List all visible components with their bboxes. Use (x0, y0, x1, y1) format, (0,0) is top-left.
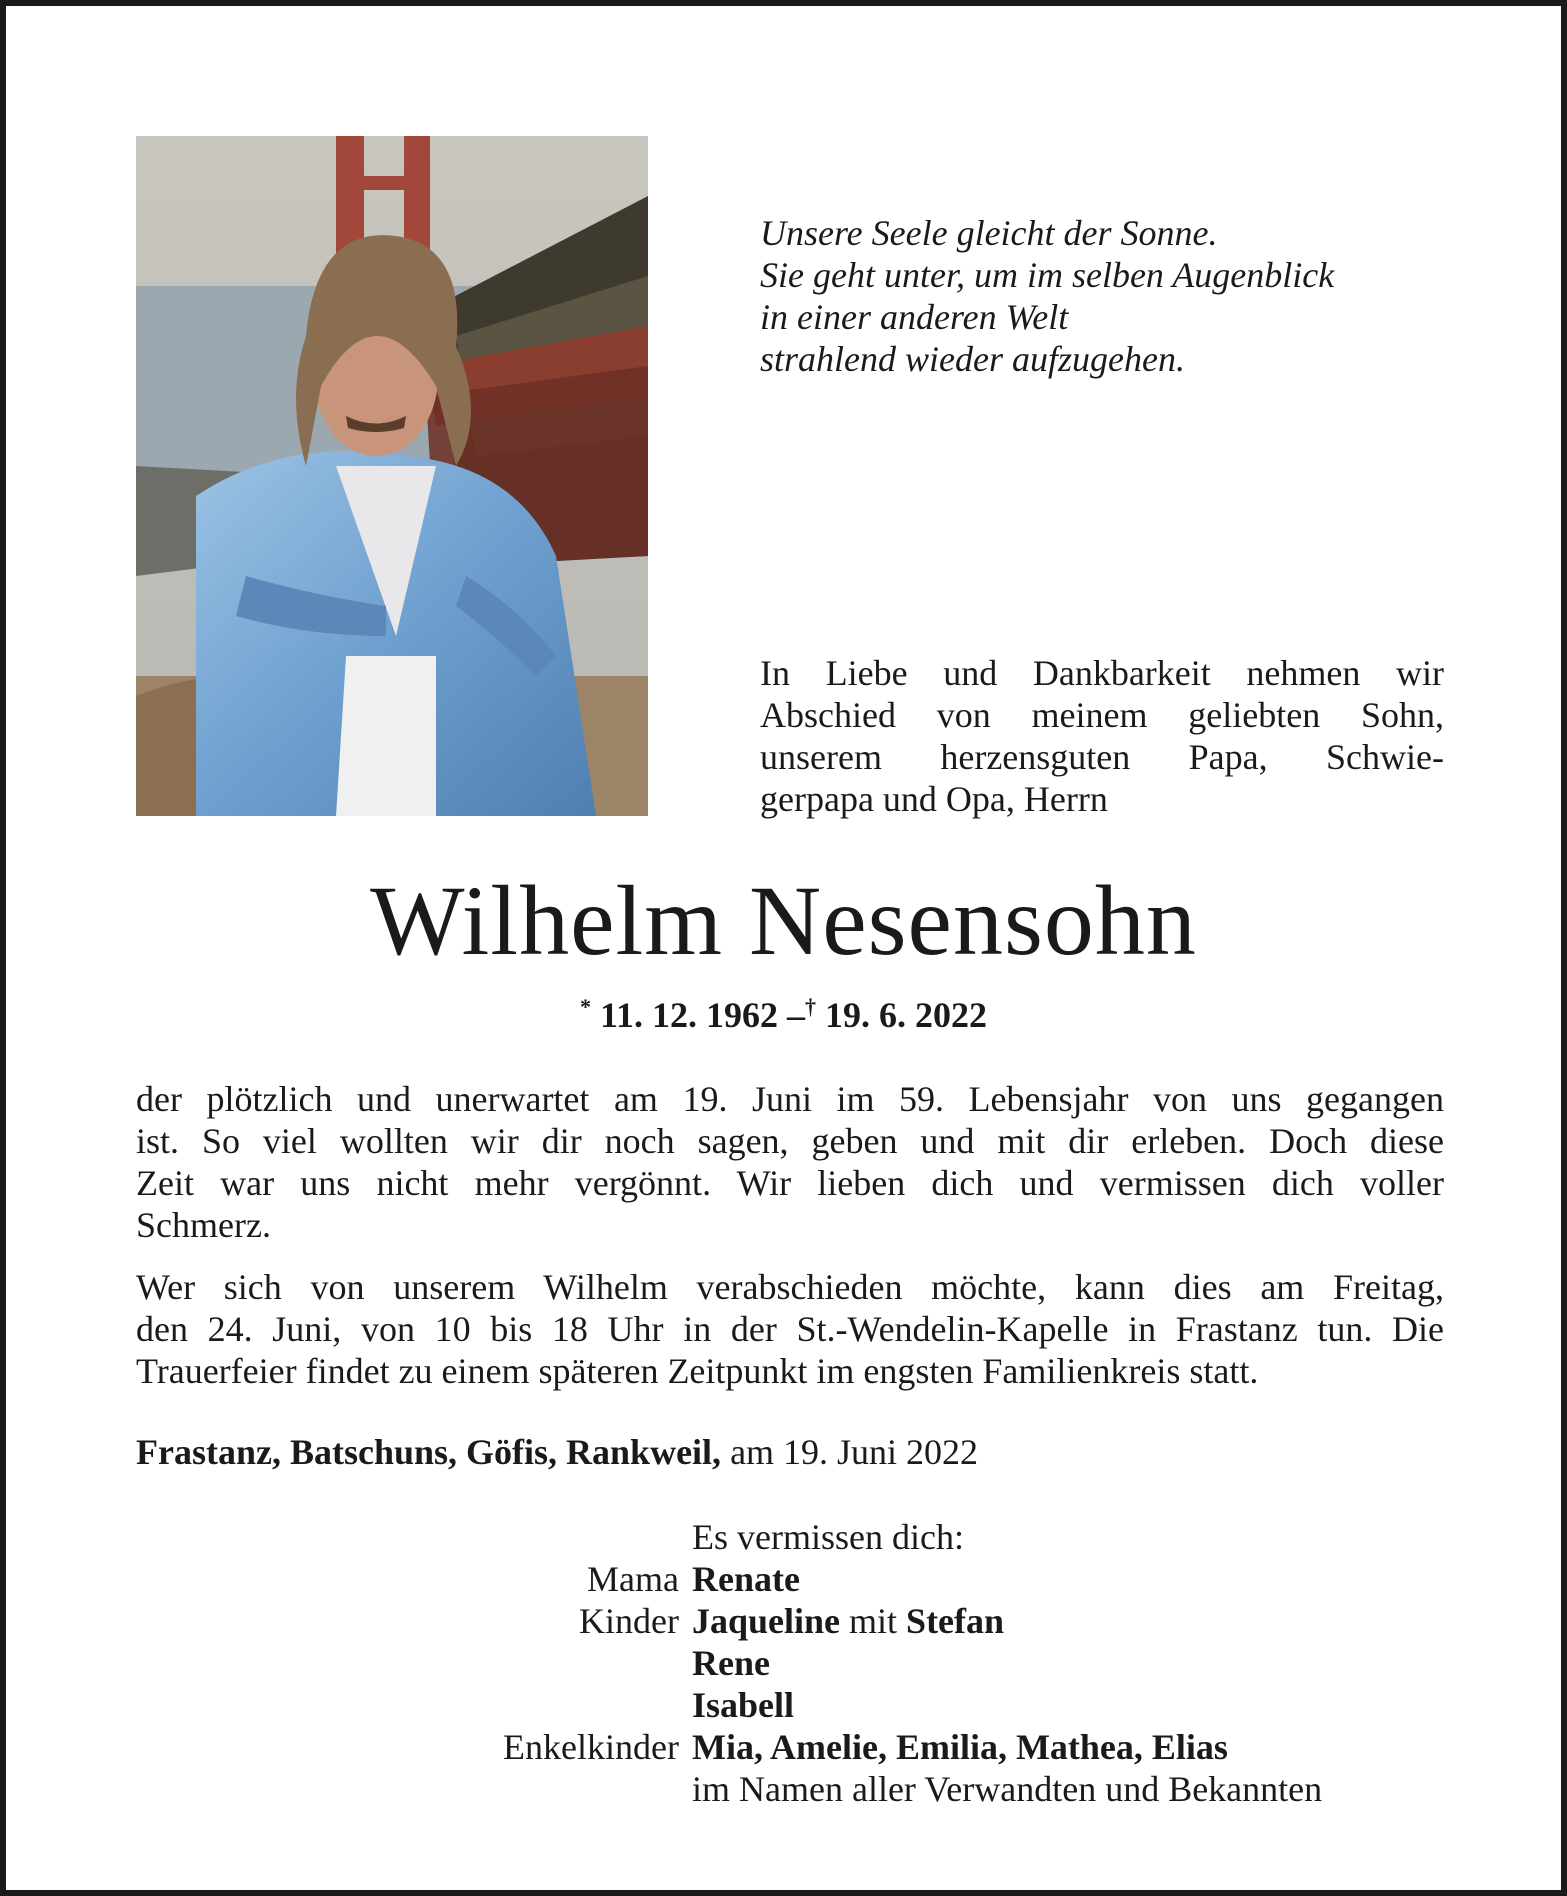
paragraph-farewell (136, 1266, 1444, 1392)
portrait-photo-icon (136, 136, 648, 816)
mourner-name: Stefan (906, 1601, 1005, 1641)
life-dates (6, 994, 1561, 1036)
mourner-name: Rene (692, 1643, 770, 1683)
relation-label: Enkelkinder (503, 1727, 679, 1767)
intro-line: unserem herzensguten Papa, Schwie- (760, 737, 1444, 777)
paragraph-line: Schmerz. (136, 1205, 271, 1245)
paragraph-announcement (136, 1078, 1444, 1246)
place-date: am 19. Juni 2022 (730, 1432, 979, 1472)
date-dash: – (787, 995, 805, 1035)
intro-line: gerpapa und Opa, Herrn (760, 779, 1108, 819)
quote (760, 212, 1460, 380)
mourner-with: mit (849, 1601, 898, 1641)
mourner-name: Mia, Amelie, Emilia, Mathea, Elias (692, 1727, 1228, 1767)
mourner-name: Isabell (692, 1685, 795, 1725)
deceased-name: Wilhelm Nesensohn (370, 865, 1197, 976)
paragraph-line: den 24. Juni, von 10 bis 18 Uhr in der St.-Wendelin-Kapelle in Frastanz tun. Die (136, 1309, 1444, 1349)
quote-line: Unsere Seele gleicht der Sonne. (760, 213, 1218, 253)
place-date-line (136, 1431, 1444, 1473)
quote-line: Sie geht unter, um im selben Augenblick (760, 255, 1335, 295)
paragraph-line: Zeit war uns nicht mehr vergönnt. Wir lieben dich und vermissen dich voller (136, 1163, 1444, 1203)
death-date: 19. 6. 2022 (825, 995, 987, 1035)
mourner-name: Renate (692, 1559, 800, 1599)
intro-text (760, 652, 1444, 820)
paragraph-line: Trauerfeier findet zu einem späteren Zeitpunkt im engsten Familienkreis statt. (136, 1351, 1259, 1391)
intro-line: In Liebe und Dankbarkeit nehmen wir (760, 653, 1444, 693)
intro-line: Abschied von meinem geliebten Sohn, (760, 695, 1444, 735)
paragraph-line: Wer sich von unserem Wilhelm verabschieden möchte, kann dies am Freitag, (136, 1267, 1444, 1307)
portrait-photo (136, 136, 648, 816)
paragraph-line: der plötzlich und unerwartet am 19. Juni im 59. Lebensjahr von uns gegangen (136, 1079, 1444, 1119)
death-symbol: † (805, 994, 816, 1019)
birth-symbol: * (579, 994, 591, 1019)
mourner-name: Jaqueline (692, 1601, 841, 1641)
mourners-footer: im Namen aller Verwandten und Bekannten (692, 1769, 1323, 1809)
places: Frastanz, Batschuns, Göfis, Rankweil, (136, 1432, 722, 1472)
quote-line: in einer anderen Welt (760, 297, 1069, 337)
mourners-title: Es vermissen dich: (692, 1517, 964, 1557)
relation-label: Mama (587, 1559, 679, 1599)
birth-date: 11. 12. 1962 (599, 995, 778, 1035)
relation-label: Kinder (579, 1601, 679, 1641)
paragraph-line: ist. So viel wollten wir dir noch sagen, geben und mit dir erleben. Doch diese (136, 1121, 1444, 1161)
quote-line: strahlend wieder aufzugehen. (760, 339, 1185, 379)
